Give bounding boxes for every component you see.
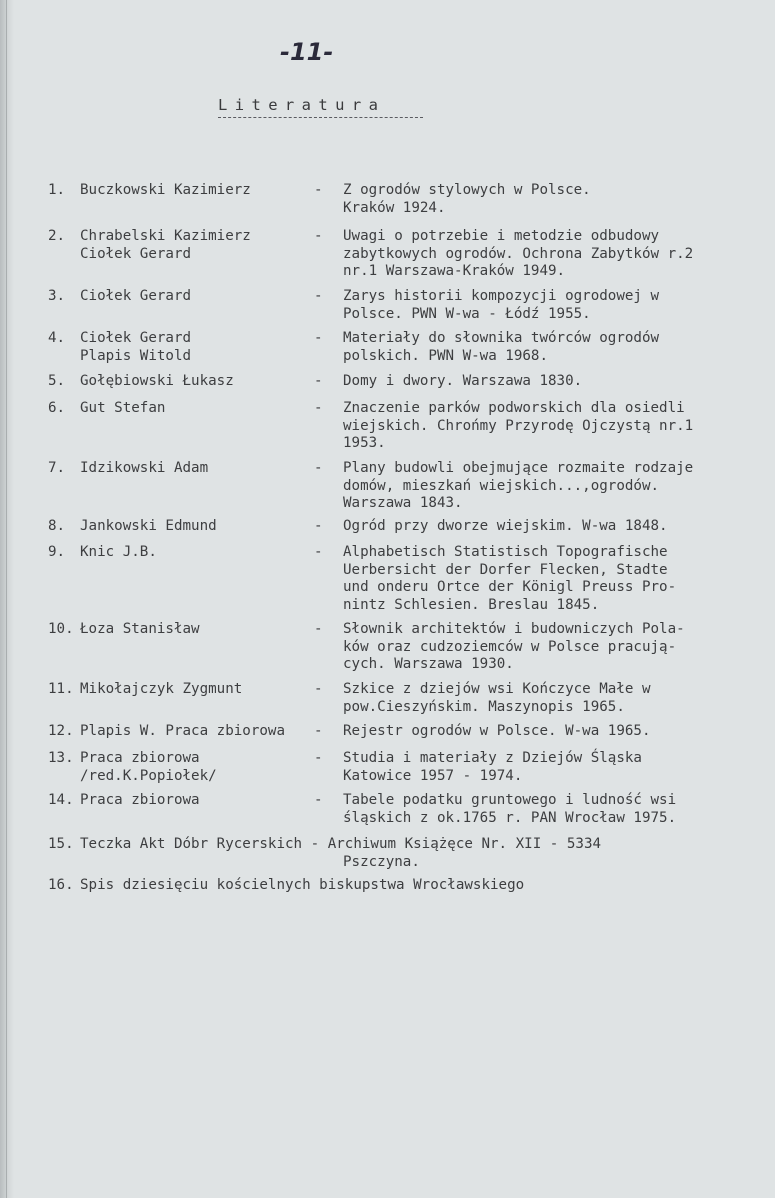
entry-number: 7.	[48, 460, 66, 476]
entry-author	[80, 288, 191, 306]
entry-number: 13.	[48, 750, 74, 766]
title-line: śląskich z ok.1765 r. PAN Wrocław 1975.	[343, 809, 677, 826]
entry-title	[343, 681, 651, 716]
entry-title	[343, 182, 591, 217]
entry-author	[80, 750, 217, 785]
entry-author	[80, 681, 242, 699]
entry-author	[80, 518, 217, 536]
entry-title	[343, 400, 693, 453]
page-title: Literatura	[218, 96, 386, 114]
title-line: Katowice 1957 - 1974.	[343, 767, 523, 784]
title-underline	[218, 117, 423, 118]
entry-number: 5.	[48, 373, 66, 389]
entry-dash: -	[314, 518, 323, 534]
entry-author	[80, 182, 251, 200]
title-line: Tabele podatku gruntowego i ludność wsi	[343, 792, 677, 808]
entry-dash: -	[314, 228, 323, 244]
title-line: nr.1 Warszawa-Kraków 1949.	[343, 263, 566, 279]
entry-number: 6.	[48, 400, 66, 416]
author-line: Plapis Witold	[80, 347, 192, 364]
entry-number: 4.	[48, 330, 66, 346]
entry-dash: -	[314, 288, 323, 304]
page-number: -11-	[280, 38, 334, 66]
entry-dash: -	[314, 621, 323, 637]
entry-author	[80, 544, 157, 562]
author-line: Plapis W. Praca zbiorowa	[80, 723, 285, 739]
title-line: nintz Schlesien. Breslau 1845.	[343, 596, 600, 613]
author-line: Jankowski Edmund	[80, 518, 217, 534]
title-line: Szkice z dziejów wsi Kończyce Małe w	[343, 681, 651, 697]
entry-text: Teczka Akt Dóbr Rycerskich - Archiwum Książęce Nr. XII - 5334	[80, 836, 602, 852]
author-line: Gołębiowski Łukasz	[80, 373, 234, 389]
entry-dash: -	[314, 400, 323, 416]
title-line: Warszawa 1843.	[343, 495, 463, 511]
entry-dash: -	[314, 460, 323, 476]
entry-author	[80, 792, 200, 810]
title-line: polskich. PWN W-wa 1968.	[343, 347, 548, 364]
entry-number: 1.	[48, 182, 66, 198]
entry-number: 14.	[48, 792, 74, 808]
entry-author	[80, 228, 251, 263]
title-line: cych. Warszawa 1930.	[343, 656, 514, 672]
entry-title	[343, 621, 685, 674]
title-line: domów, mieszkań wiejskich...,ogrodów.	[343, 477, 660, 494]
entry-author	[80, 460, 208, 478]
entry-title	[343, 518, 668, 536]
entry-text: Spis dziesięciu kościelnych biskupstwa Wrocławskiego	[80, 877, 525, 893]
entry-title	[343, 373, 582, 391]
entry-number: 8.	[48, 518, 66, 534]
author-line: Łoza Stanisław	[80, 621, 200, 637]
author-line: Praca zbiorowa	[80, 750, 200, 766]
entry-title	[343, 228, 693, 281]
entry-number: 3.	[48, 288, 66, 304]
entry-number: 2.	[48, 228, 66, 244]
title-line: Ogród przy dworze wiejskim. W-wa 1848.	[343, 518, 668, 534]
entry-title	[343, 288, 659, 323]
title-line: 1953.	[343, 435, 386, 451]
entry-dash: -	[314, 681, 323, 697]
entry-title	[343, 330, 659, 365]
entry-author	[80, 621, 200, 639]
author-line: Mikołajczyk Zygmunt	[80, 681, 243, 697]
entry-author	[80, 400, 165, 418]
title-line: Alphabetisch Statistisch Topografische	[343, 544, 668, 560]
entry-number: 9.	[48, 544, 66, 560]
entry-dash: -	[314, 182, 323, 198]
title-line: Studia i materiały z Dziejów Śląska	[343, 750, 642, 766]
entry-title	[343, 723, 651, 741]
entry-dash: -	[314, 373, 323, 389]
title-line: Uerbersicht der Dorfer Flecken, Stadte	[343, 561, 668, 578]
entry-author	[80, 373, 234, 391]
title-line: und onderu Ortce der Königl Preuss Pro-	[343, 579, 677, 595]
entry-dash: -	[314, 330, 323, 346]
title-line: wiejskich. Chrońmy Przyrodę Ojczystą nr.1	[343, 417, 694, 434]
title-line: pow.Cieszyńskim. Maszynopis 1965.	[343, 698, 625, 715]
entry-dash: -	[314, 750, 323, 766]
title-line: Słownik architektów i budowniczych Pola-	[343, 621, 685, 637]
entry-number: 12.	[48, 723, 74, 739]
entry-title	[343, 460, 693, 513]
entry-number: 11.	[48, 681, 74, 697]
entry-number: 16.	[48, 877, 74, 893]
entry-title	[343, 750, 642, 785]
title-line: Domy i dwory. Warszawa 1830.	[343, 373, 583, 389]
entry-title	[343, 792, 676, 827]
author-line: Ciołek Gerard	[80, 288, 192, 304]
entry-dash: -	[314, 792, 323, 808]
author-line: Ciołek Gerard	[80, 245, 192, 262]
author-line: Gut Stefan	[80, 400, 166, 416]
title-line: Materiały do słownika twórców ogrodów	[343, 330, 660, 346]
title-line: ków oraz cudzoziemców w Polsce pracują-	[343, 638, 677, 655]
entry-title	[343, 544, 676, 614]
entry-dash: -	[314, 544, 323, 560]
author-line: Idzikowski Adam	[80, 460, 209, 476]
author-line: Buczkowski Kazimierz	[80, 182, 251, 198]
binding-edge	[0, 0, 14, 1198]
entry-number: 10.	[48, 621, 74, 637]
entry-dash: -	[314, 723, 323, 739]
entry-text-continued: Pszczyna.	[343, 853, 420, 870]
title-line: Plany budowli obejmujące rozmaite rodzaje	[343, 460, 694, 476]
title-line: Uwagi o potrzebie i metodzie odbudowy	[343, 228, 660, 244]
author-line: /red.K.Popiołek/	[80, 767, 217, 784]
title-line: Znaczenie parków podworskich dla osiedli	[343, 400, 685, 416]
title-line: Zarys historii kompozycji ogrodowej w	[343, 288, 660, 304]
author-line: Knic J.B.	[80, 544, 157, 560]
author-line: Praca zbiorowa	[80, 792, 200, 808]
author-line: Chrabelski Kazimierz	[80, 228, 251, 244]
title-line: Kraków 1924.	[343, 199, 446, 216]
entry-author	[80, 330, 191, 365]
title-line: Polsce. PWN W-wa - Łódź 1955.	[343, 305, 591, 322]
author-line: Ciołek Gerard	[80, 330, 192, 346]
title-line: Rejestr ogrodów w Polsce. W-wa 1965.	[343, 723, 651, 739]
title-line: zabytkowych ogrodów. Ochrona Zabytków r.2	[343, 245, 694, 262]
title-line: Z ogrodów stylowych w Polsce.	[343, 182, 591, 198]
page-fold-line	[6, 0, 7, 1198]
entry-number: 15.	[48, 836, 74, 852]
entry-author	[80, 723, 285, 741]
